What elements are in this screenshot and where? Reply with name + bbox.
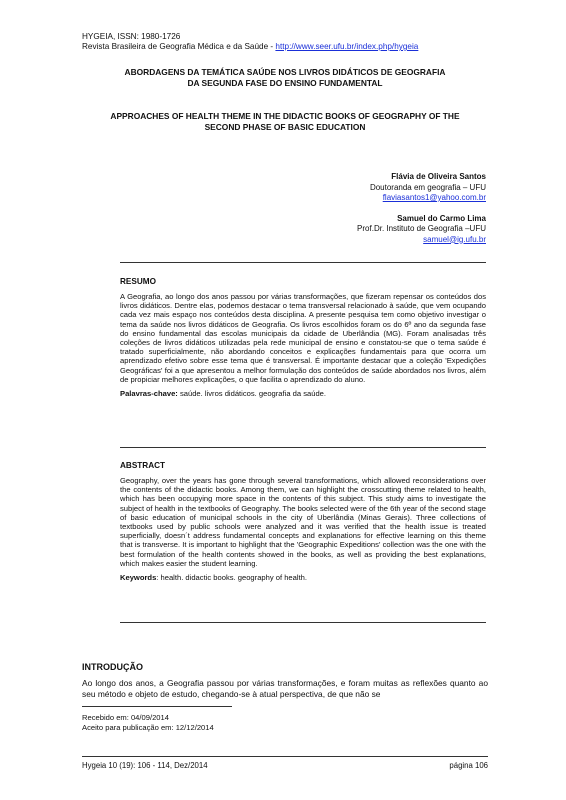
section-divider [120,622,486,623]
resumo-text: A Geografia, ao longo dos anos passou por várias transformações, que fizeram repensar os conteúdos dos livros didáticos. Dentre elas, podemos destacar o tema transversal relacionado à saúde, que vem ocupando cada vez mais espaço nos conteúdos desta disciplina. A presente pesquisa tem como objetivo investigar o tema da saúde nos livros didáticos de Geografia. Os livros escolhidos foram os do 6º ano da segunda fase do ensino fundamental das escolas municipais da cidade de Uberlândia (MG). Foram analisadas três coleções de livros didáticos utilizadas pela rede municipal de ensino e constatou-se que o tema saúde é tratado superficialmente, não abordando conceitos e explicações fundamentais para que ocorra um aprendizado efetivo sobre esse tema que é transversal. É importante destacar que a coleção 'Expedições Geográficas' foi a que apresentou a melhor formulação dos conteúdos de saúde abordados nos livros, além de propiciar melhores explicações, o que facilita o aprendizado do aluno. [120,292,486,384]
author-name: Flávia de Oliveira Santos [391,172,486,181]
title-en-line2: SECOND PHASE OF BASIC EDUCATION [204,122,366,132]
resumo-keywords [120,389,486,398]
footnote-divider [82,706,232,707]
title-english [82,111,488,133]
author-affiliation: Doutoranda em geografia – UFU [369,182,486,192]
page-number: página 106 [449,761,488,770]
intro-heading: INTRODUÇÃO [82,662,143,672]
intro-text: Ao longo dos anos, a Geografia passou por várias transformações, e foram muitas as reflexões quanto ao seu método e objeto de estudo, chegando-se à atual perspectiva, de que não se [82,678,488,699]
author-block [357,172,486,245]
title-en-line1: APPROACHES OF HEALTH THEME IN THE DIDACTIC BOOKS OF GEOGRAPHY OF THE [110,111,460,121]
title-pt-line1: ABORDAGENS DA TEMÁTICA SAÚDE NOS LIVROS DIDÁTICOS DE GEOGRAFIA [124,67,446,77]
section-divider [120,262,486,263]
received-date: Recebido em: 04/09/2014 [82,713,169,722]
keywords-label: Keywords [120,573,157,583]
journal-name: Revista Brasileira de Geografia Médica e da Saúde - [82,42,276,51]
abstract-section [120,461,486,582]
citation: Hygeia 10 (19): 106 - 114, Dez/2014 [82,761,208,770]
author-email-link[interactable]: samuel@ig.ufu.br [423,234,486,244]
abstract-keywords [120,573,486,582]
page-footer [82,756,488,770]
journal-issn: HYGEIA, ISSN: 1980-1726 [82,32,181,41]
resumo-heading: RESUMO [120,277,156,286]
abstract-heading: ABSTRACT [120,461,166,470]
author-email-link[interactable]: flaviasantos1@yahoo.com.br [382,193,486,202]
title-pt-line2: DA SEGUNDA FASE DO ENSINO FUNDAMENTAL [187,78,383,88]
journal-url-link[interactable]: http://www.seer.ufu.br/index.php/hygeia [275,42,419,51]
journal-header [82,32,418,52]
abstract-text: Geography, over the years has gone through several transformations, which allowed reconsiderations over the contents of the didactic books. Among them, we can highlight the crosscutting theme related to health, which has been occupying more space in the contents of this subject. This study aims to investigate the subject of health in the textbooks of Geography. The books selected were of the 6th year of the second stage of basic education of municipal schools in the city of Uberlândia (Minas Gerais). Three collections of textbooks used by public schools were analyzed and it was verified that the health issue is treated superficially, doesn´t address fundamental concepts and explanations for effective learning on this theme that is transverse. It is important to highlight that the 'Geographic Expeditions' collection was the one with the best formulation of the health contents showed in the books, as well as providing the best explanations, which makes easier the student learning. [120,476,486,568]
author-affiliation: Prof.Dr. Instituto de Geografia –UFU [357,224,486,233]
author-name: Samuel do Carmo Lima [397,213,486,223]
keywords-text: : health. didactic books. geography of health. [156,573,308,583]
section-divider [120,447,486,448]
keywords-label: Palavras-chave: [120,389,178,399]
title-portuguese [82,67,488,89]
journal-name-line [82,42,418,52]
resumo-section [120,277,486,398]
accepted-date: Aceito para publicação em: 12/12/2014 [82,722,214,732]
keywords-text: saúde. livros didáticos. geografia da saúde. [177,389,327,399]
footnote [82,713,214,732]
